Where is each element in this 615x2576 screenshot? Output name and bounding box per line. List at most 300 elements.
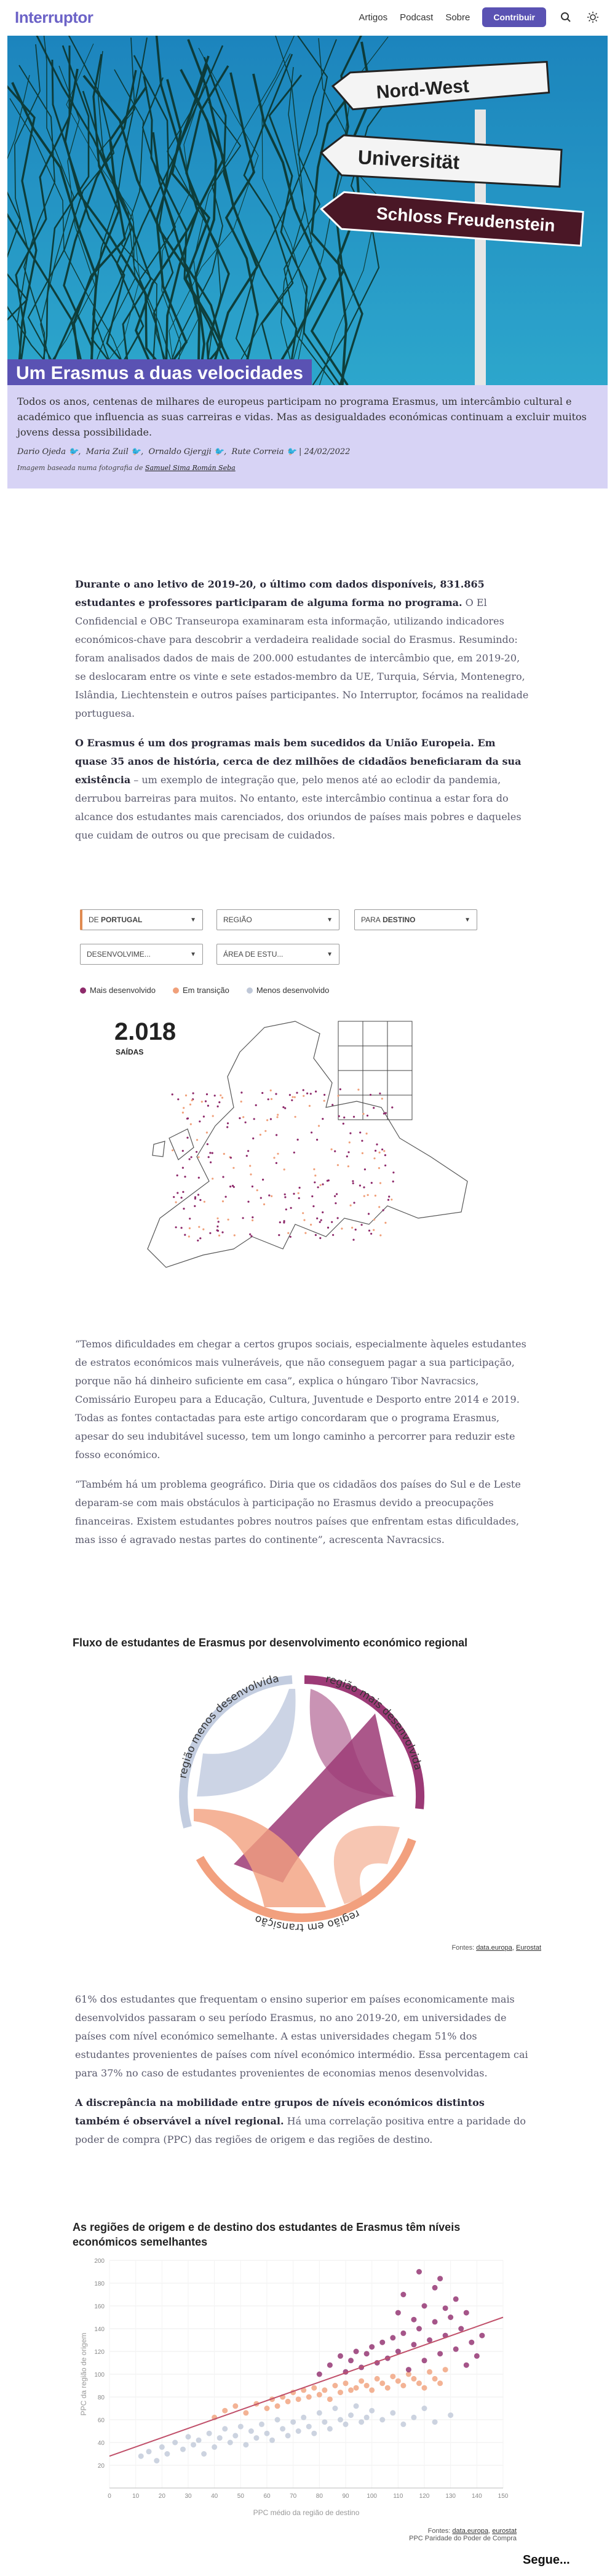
scatter-point[interactable] [432, 2285, 438, 2291]
map-flow-dot [192, 1092, 194, 1094]
scatter-point[interactable] [238, 2424, 244, 2430]
filter-prefix: DE [89, 915, 99, 924]
scatter-point[interactable] [464, 2310, 469, 2316]
sign-universitat: Universität [357, 146, 461, 173]
map-flow-dot [315, 1234, 317, 1236]
scatter-point[interactable] [201, 2451, 207, 2457]
map-flow-dot [363, 1195, 365, 1197]
hero-title-box [7, 359, 312, 388]
map-flow-dot [177, 1192, 178, 1194]
scatter-point[interactable] [432, 2319, 438, 2324]
map-flow-dot [240, 1101, 242, 1103]
scatter-point[interactable] [437, 2276, 443, 2281]
map-flow-dot [256, 1189, 258, 1191]
scatter-point[interactable] [327, 2396, 333, 2402]
scatter-point[interactable] [248, 2428, 254, 2434]
map-flow-dot [310, 1093, 312, 1095]
scatter-point[interactable] [317, 2392, 322, 2398]
map-flow-dot [323, 1100, 325, 1102]
map-flow-dot [181, 1197, 183, 1198]
map-flow-dot [311, 1131, 312, 1133]
map-flow-dot [191, 1099, 193, 1101]
scatter-point[interactable] [422, 2385, 427, 2391]
scatter-point[interactable] [322, 2419, 327, 2425]
map-flow-dot [182, 1112, 184, 1114]
scatter-point[interactable] [180, 2447, 186, 2452]
development-select[interactable] [80, 944, 203, 965]
map-flow-dot [220, 1095, 221, 1096]
map-flow-dot [186, 1137, 188, 1139]
map-flow-dot [352, 1180, 354, 1182]
scatter-point[interactable] [327, 2426, 333, 2431]
scatter-point[interactable] [269, 2438, 275, 2443]
scatter-point[interactable] [159, 2444, 165, 2450]
map-flow-dot [206, 1131, 208, 1133]
map-flow-dot [335, 1202, 336, 1204]
x-tick-label: 120 [419, 2493, 430, 2500]
scatter-point[interactable] [422, 2406, 427, 2411]
map-flow-dot [225, 1196, 227, 1198]
scatter-point[interactable] [186, 2434, 191, 2439]
trend-line [109, 2318, 503, 2457]
map-flow-dot [250, 1235, 252, 1237]
map-flow-dot [339, 1088, 341, 1090]
paragraph-text: – um exemplo de integração que, pelo menos até ao eclodir da pandemia, derrubou barreiras para muitos. No entanto, este intercâmbio continua a estar fora do alcance dos estudantes mais carenciados, dos oriundos de países mais pobres e daqueles que cuidam de outros ou que precisam de cuidados. [75, 774, 522, 841]
nav-podcast[interactable]: Podcast [400, 12, 434, 23]
scatter-point[interactable] [311, 2431, 317, 2436]
map-flow-dot [197, 1156, 199, 1158]
scatter-point[interactable] [416, 2380, 422, 2386]
scatter-point[interactable] [285, 2399, 291, 2404]
map-flow-dot [341, 1227, 343, 1229]
chord-chart-title: Fluxo de estudantes de Erasmus por desenvolvimento económico regional [73, 1637, 468, 1649]
scatter-point[interactable] [290, 2419, 296, 2425]
scatter-point[interactable] [317, 2410, 322, 2415]
scatter-point[interactable] [379, 2417, 385, 2423]
map-count: 2.018 [114, 1018, 177, 1045]
scatter-point[interactable] [379, 2340, 385, 2345]
map-flow-dot [189, 1218, 191, 1219]
scatter-point[interactable] [422, 2303, 427, 2309]
map-flow-dot [218, 1101, 220, 1103]
paragraph-bold: A discrepância na mobilidade entre grupos de níveis económicos distintos também é observável a nível regional. [75, 2097, 485, 2127]
scatter-point[interactable] [311, 2385, 317, 2391]
twitter-icon[interactable]: 🐦 [130, 447, 141, 457]
scatter-point[interactable] [348, 2412, 354, 2418]
scatter-point[interactable] [400, 2383, 406, 2388]
map-flow-dot [292, 1096, 293, 1098]
map-flow-dot [271, 1098, 272, 1100]
scatter-point[interactable] [348, 2358, 354, 2363]
scatter-point[interactable] [317, 2372, 322, 2377]
credit-prefix: Imagem baseada numa fotografia de [17, 464, 143, 472]
continue-reading-link[interactable]: Segue... [523, 2553, 570, 2567]
scatter-point[interactable] [296, 2428, 301, 2434]
map-flow-dot [210, 1162, 212, 1163]
map-flow-dot [298, 1197, 300, 1199]
map-flow-dot [320, 1184, 322, 1186]
credit-link[interactable]: Samuel Sima Román Seba [145, 464, 236, 472]
map-flow-dot [183, 1208, 184, 1210]
scatter-point[interactable] [191, 2442, 196, 2447]
scatter-point[interactable] [154, 2458, 159, 2463]
scatter-point[interactable] [343, 2380, 349, 2386]
scatter-point[interactable] [411, 2376, 416, 2382]
scatter-point[interactable] [400, 2292, 406, 2297]
map-flow-dot [303, 1219, 305, 1221]
lead-text: Todos os anos, centenas de milhares de europeus participam no programa Erasmus, um intercâmbio cultural e académico que influencia as suas carreiras e vidas. Mas as desigualdades económicas continuam a excluir muitos jovens dessa possibilidade. [17, 396, 587, 438]
scatter-point[interactable] [390, 2335, 395, 2340]
map-flow-dot [199, 1199, 201, 1201]
author-name[interactable]: Ornaldo Gjergji [148, 447, 212, 457]
scatter-point[interactable] [359, 2419, 364, 2425]
map-flow-dot [373, 1219, 375, 1221]
scatter-point[interactable] [379, 2380, 385, 2386]
source-link[interactable]: data.europa [452, 2527, 489, 2535]
map-flow-dot [370, 1233, 372, 1235]
scatter-point[interactable] [306, 2395, 312, 2400]
scatter-point[interactable] [348, 2387, 354, 2393]
image-credit [17, 464, 598, 472]
map-flow-dot [387, 1199, 389, 1201]
map-flow-dot [197, 1240, 199, 1242]
scatter-point[interactable] [280, 2426, 285, 2431]
scatter-point[interactable] [400, 2331, 406, 2336]
sign-schloss: Schloss Freudenstein [376, 204, 556, 236]
map-flow-dot [276, 1116, 278, 1118]
quote-paragraph: “Temos dificuldades em chegar a certos grupos sociais, especialmente àqueles estudantes de estratos económicos mais vulneráveis, que não conseguem pagar a sua participação, porque não há dinheiro suficiente em casa”, explica o húngaro Tibor Navracsics, Comissário Europeu para a Educação, Cultura, Juventude e Desporto entre 2014 e 2019. Todas as fontes contactadas para este artigo concordaram que o programa Erasmus, apesar do seu indubitável sucesso, tem um longo caminho a percorrer para reduzir este fosso económico. [75, 1338, 526, 1461]
map-flow-dot [239, 1117, 240, 1119]
map-flow-dot [182, 1150, 184, 1152]
y-tick-label: 80 [97, 2395, 105, 2401]
map-flow-dot [306, 1093, 308, 1095]
search-icon[interactable] [558, 10, 573, 25]
hero-lead-card [7, 385, 608, 488]
map-flow-dot [368, 1213, 370, 1214]
scatter-point[interactable] [406, 2367, 411, 2372]
scatter-point[interactable] [207, 2431, 212, 2436]
map-flow-dot [212, 1152, 213, 1154]
map-flow-dot [198, 1177, 200, 1179]
study-area-select[interactable] [216, 944, 339, 965]
map-flow-dot [351, 1227, 353, 1229]
y-tick-label: 60 [97, 2417, 105, 2424]
map-flow-dot [303, 1095, 304, 1097]
map-flow-dot [355, 1229, 357, 1230]
map-flow-dot [392, 1181, 394, 1182]
map-flow-dot [290, 1207, 292, 1209]
y-tick-label: 20 [97, 2463, 105, 2470]
map-flow-dot [202, 1229, 204, 1230]
scatter-point[interactable] [453, 2296, 459, 2302]
source-link[interactable]: eurostat [492, 2527, 517, 2535]
x-tick-label: 140 [471, 2493, 482, 2500]
scatter-point[interactable] [453, 2347, 459, 2352]
scatter-point[interactable] [432, 2376, 438, 2382]
scatter-point[interactable] [217, 2435, 223, 2441]
scatter-point[interactable] [222, 2408, 228, 2414]
scatter-point[interactable] [232, 2433, 238, 2438]
map-flow-dot [250, 1173, 252, 1175]
scatter-point[interactable] [437, 2380, 443, 2386]
scatter-point[interactable] [332, 2406, 338, 2411]
map-flow-dot [208, 1156, 210, 1158]
scatter-point[interactable] [322, 2387, 327, 2393]
author-name[interactable]: Rute Correia [231, 447, 284, 457]
map-flow-dot [177, 1098, 179, 1100]
europe-map[interactable] [111, 1015, 480, 1292]
map-flow-dot [287, 1232, 289, 1234]
y-tick-label: 140 [94, 2326, 105, 2333]
map-flow-dot [317, 1186, 319, 1188]
theme-toggle-icon[interactable] [585, 10, 600, 25]
scatter-point[interactable] [427, 2369, 432, 2375]
scatter-point[interactable] [354, 2349, 359, 2355]
map-flow-dot [277, 1114, 279, 1115]
map-flow-dot [359, 1184, 361, 1186]
twitter-icon[interactable]: 🐦 [286, 447, 296, 457]
scatter-point[interactable] [364, 2383, 370, 2388]
map-flow-dot [336, 1193, 338, 1195]
twitter-icon[interactable]: 🐦 [68, 447, 79, 457]
map-flow-dot [218, 1221, 220, 1222]
map-flow-dot [276, 1162, 277, 1164]
scatter-point[interactable] [474, 2353, 480, 2359]
map-flow-dot [364, 1168, 366, 1170]
map-flow-dot [302, 1212, 304, 1214]
scatter-point[interactable] [390, 2374, 395, 2379]
map-flow-dot [388, 1195, 390, 1197]
twitter-icon[interactable]: 🐦 [213, 447, 224, 457]
chevron-down-icon: ▼ [464, 916, 470, 923]
map-flow-dot [184, 1234, 186, 1236]
x-tick-label: 30 [184, 2493, 192, 2500]
map-flow-dot [185, 1095, 187, 1096]
map-flow-dot [319, 1221, 321, 1223]
source-link[interactable]: Eurostat [516, 1944, 541, 1952]
nav-articles[interactable]: Artigos [359, 12, 388, 23]
scatter-point[interactable] [228, 2440, 233, 2446]
map-flow-dot [312, 1205, 314, 1207]
x-axis-label: PPC médio da região de destino [253, 2508, 360, 2517]
scatter-point[interactable] [369, 2387, 375, 2393]
author-name[interactable]: Maria Zuil [85, 447, 129, 457]
label-more-developed: região mais desenvolvida [324, 1673, 424, 1772]
scatter-point[interactable] [416, 2269, 422, 2275]
scatter-point[interactable] [369, 2344, 375, 2350]
y-tick-label: 180 [94, 2281, 105, 2287]
map-flow-dot [284, 1196, 286, 1198]
map-flow-dot [378, 1167, 380, 1169]
x-tick-label: 150 [498, 2493, 509, 2500]
scatter-point[interactable] [164, 2451, 170, 2457]
map-flow-dot [350, 1205, 352, 1206]
scatter-point[interactable] [332, 2383, 338, 2388]
map-flow-dot [184, 1176, 186, 1178]
scatter-point[interactable] [432, 2419, 438, 2425]
scatter-point[interactable] [448, 2315, 453, 2320]
scatter-point[interactable] [411, 2415, 416, 2420]
map-flow-dot [261, 1092, 263, 1094]
map-flow-dot [183, 1107, 184, 1109]
map-flow-dot [297, 1139, 299, 1141]
scatter-point[interactable] [411, 2342, 416, 2347]
scatter-point[interactable] [400, 2422, 406, 2427]
map-flow-dot [289, 1094, 291, 1096]
source-prefix: Fontes: [451, 1944, 475, 1952]
map-flow-dot [252, 1219, 253, 1221]
scatter-point[interactable] [443, 2305, 448, 2311]
scatter-point[interactable] [172, 2440, 178, 2446]
map-flow-dot [290, 1236, 292, 1238]
scatter-point[interactable] [354, 2385, 359, 2391]
scatter-point[interactable] [359, 2379, 364, 2384]
map-flow-dot [367, 1115, 368, 1117]
scatter-point[interactable] [259, 2422, 264, 2427]
scatter-point[interactable] [375, 2376, 380, 2382]
scatter-point[interactable] [306, 2424, 312, 2430]
scatter-point[interactable] [411, 2317, 416, 2323]
x-tick-label: 100 [367, 2493, 378, 2500]
scatter-point[interactable] [196, 2438, 202, 2443]
scatter-point[interactable] [253, 2435, 259, 2441]
scatter-point[interactable] [369, 2408, 375, 2414]
map-flow-dot [294, 1096, 296, 1098]
map-flow-dot [240, 1091, 242, 1093]
map-flow-dot [384, 1154, 386, 1156]
map-flow-dot [249, 1234, 251, 1235]
map-flow-dot [249, 1165, 251, 1166]
map-flow-dot [391, 1106, 393, 1108]
scatter-chart[interactable] [73, 2254, 522, 2525]
scatter-point[interactable] [212, 2444, 217, 2450]
paragraph [75, 575, 530, 723]
scatter-point[interactable] [264, 2406, 270, 2411]
scatter-point[interactable] [285, 2433, 291, 2438]
scatter-point[interactable] [354, 2403, 359, 2409]
map-flow-dot [357, 1089, 359, 1091]
map-flow-dot [226, 1126, 228, 1128]
y-tick-label: 40 [97, 2440, 105, 2447]
map-flow-dot [384, 1222, 386, 1224]
map-flow-dot [177, 1174, 178, 1176]
scatter-point[interactable] [416, 2326, 422, 2332]
scatter-point[interactable] [464, 2363, 469, 2368]
author-name[interactable]: Dario Ojeda [17, 447, 66, 457]
map-flow-dot [253, 1118, 255, 1120]
paragraph [75, 2094, 530, 2149]
scatter-point[interactable] [364, 2351, 370, 2356]
scatter-point[interactable] [138, 2454, 144, 2459]
scatter-point[interactable] [385, 2385, 391, 2391]
scatter-point[interactable] [395, 2379, 401, 2384]
scatter-point[interactable] [343, 2422, 349, 2427]
map-flow-dot [368, 1230, 370, 1232]
map-flow-dot [232, 1167, 234, 1169]
chord-chart[interactable] [141, 1661, 461, 1932]
map-flow-dot [310, 1224, 312, 1226]
scatter-point[interactable] [232, 2403, 238, 2409]
y-tick-label: 120 [94, 2349, 105, 2356]
map-flow-dot [197, 1194, 199, 1195]
map-flow-dot [175, 1226, 177, 1228]
scatter-point[interactable] [275, 2417, 280, 2423]
hero-image [7, 36, 608, 385]
map-flow-dot [209, 1232, 211, 1234]
scatter-point[interactable] [469, 2340, 474, 2345]
map-flow-dot [361, 1140, 363, 1142]
x-tick-label: 20 [158, 2493, 165, 2500]
map-flow-dot [313, 1168, 315, 1170]
scatter-point[interactable] [443, 2367, 448, 2372]
scatter-point[interactable] [338, 2417, 343, 2423]
map-flow-dot [199, 1237, 201, 1239]
scatter-point[interactable] [395, 2310, 401, 2316]
destination-select[interactable] [354, 909, 477, 930]
nav-about[interactable]: Sobre [445, 12, 470, 23]
map-flow-dot [222, 1200, 224, 1202]
contribute-button[interactable]: Contribuir [482, 7, 546, 27]
scatter-point[interactable] [458, 2326, 464, 2332]
chevron-down-icon: ▼ [190, 951, 196, 958]
map-flow-dot [182, 1191, 184, 1193]
x-tick-label: 70 [290, 2493, 297, 2500]
scatter-point[interactable] [364, 2415, 370, 2420]
scatter-point[interactable] [327, 2363, 333, 2368]
map-flow-dot [318, 1125, 320, 1127]
scatter-point[interactable] [275, 2403, 280, 2409]
legend-item [80, 986, 156, 995]
scatter-point[interactable] [338, 2390, 343, 2395]
site-logo[interactable]: Interruptor [15, 7, 93, 26]
scatter-point[interactable] [243, 2442, 248, 2447]
map-flow-dot [245, 1122, 247, 1123]
map-flow-dot [278, 1234, 280, 1236]
map-flow-dot [194, 1205, 196, 1207]
map-flow-dot [322, 1118, 323, 1120]
origin-select[interactable] [80, 909, 203, 930]
scatter-point[interactable] [296, 2396, 301, 2402]
map-flow-dot [346, 1155, 348, 1157]
scatter-point[interactable] [222, 2426, 228, 2431]
scatter-point[interactable] [479, 2333, 485, 2339]
map-flow-dot [392, 1171, 394, 1173]
scatter-point[interactable] [243, 2410, 248, 2415]
map-flow-dot [352, 1239, 354, 1241]
scatter-point[interactable] [422, 2358, 427, 2363]
region-select[interactable] [216, 909, 339, 930]
map-flow-dot [242, 1217, 244, 1219]
source-link[interactable]: data.europa [476, 1944, 512, 1952]
x-tick-label: 80 [315, 2493, 323, 2500]
map-flow-dot [334, 1150, 336, 1152]
x-tick-label: 40 [211, 2493, 218, 2500]
scatter-point[interactable] [437, 2351, 443, 2356]
scatter-point[interactable] [301, 2415, 306, 2420]
map-flow-dot [218, 1235, 220, 1237]
x-tick-label: 60 [263, 2493, 271, 2500]
scatter-point[interactable] [338, 2353, 343, 2359]
paragraph-bold: O Erasmus é um dos programas mais bem sucedidos da União Europeia. Em quase 35 anos de história, cerca de dez milhões de cidadãos beneficiaram da sua existência [75, 737, 522, 786]
map-flow-dot [264, 1130, 266, 1132]
scatter-point[interactable] [390, 2410, 395, 2415]
scatter-point[interactable] [264, 2431, 270, 2436]
scatter-point[interactable] [146, 2449, 152, 2454]
map-flow-dot [284, 1107, 286, 1109]
x-tick-label: 90 [342, 2493, 349, 2500]
map-flow-dot [222, 1176, 224, 1178]
scatter-point[interactable] [448, 2412, 453, 2418]
